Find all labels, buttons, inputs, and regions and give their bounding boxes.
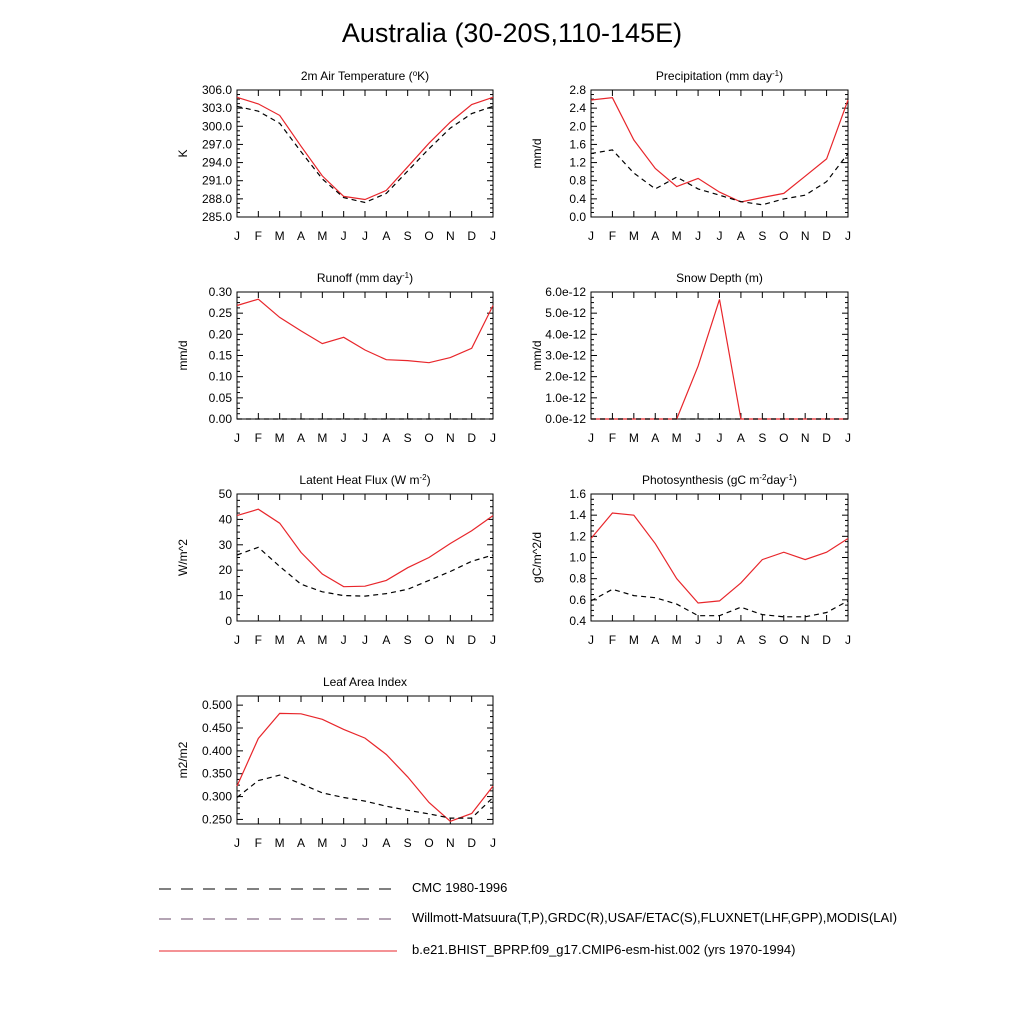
x-tick-label: S xyxy=(758,229,767,243)
y-tick-label: 288.0 xyxy=(201,191,232,206)
x-tick-label: J xyxy=(588,431,594,445)
series-line-model xyxy=(591,513,848,603)
y-tick-label: 0.10 xyxy=(208,369,232,384)
x-tick-label: J xyxy=(234,836,240,850)
y-tick-label: 0.20 xyxy=(208,327,232,342)
y-tick-label: 0.4 xyxy=(569,191,586,206)
x-tick-label: M xyxy=(274,229,285,243)
y-axis-label: W/m^2 xyxy=(176,539,190,576)
y-tick-label: 0.0e-12 xyxy=(545,412,586,426)
panel-title xyxy=(676,271,763,285)
legend-label: CMC 1980-1996 xyxy=(412,880,508,895)
x-tick-label: J xyxy=(234,229,240,243)
x-tick-label: D xyxy=(822,229,831,243)
panel-title xyxy=(642,473,797,487)
x-tick-label: J xyxy=(234,633,240,647)
panel-title xyxy=(656,69,783,83)
y-tick-label: 2.0e-12 xyxy=(545,369,586,384)
legend-line-dashed-multicolor xyxy=(157,908,397,932)
legend-item-model xyxy=(157,940,987,964)
series-line-observed xyxy=(237,547,493,596)
title-text: Latent Heat Flux (W m xyxy=(299,473,420,487)
series-line-model xyxy=(591,98,848,202)
title-text: ) xyxy=(779,69,784,83)
x-tick-label: D xyxy=(822,633,831,647)
x-tick-label: J xyxy=(340,431,347,445)
y-axis-label: mm/d xyxy=(530,138,544,169)
title-text: Leaf Area Index xyxy=(322,675,408,689)
x-tick-label: M xyxy=(274,836,285,850)
y-tick-label: 2.0 xyxy=(569,119,586,134)
y-tick-label: 300.0 xyxy=(201,119,232,134)
y-tick-label: 0 xyxy=(225,614,232,628)
x-tick-label: A xyxy=(296,633,306,647)
x-tick-label: A xyxy=(736,431,745,445)
x-tick-label: M xyxy=(671,633,682,647)
panel-2 xyxy=(530,69,851,243)
legend-item-obs xyxy=(157,908,987,932)
title-superscript: -2 xyxy=(759,473,767,482)
x-tick-label: O xyxy=(424,836,434,850)
title-superscript: o xyxy=(412,69,418,78)
y-axis-label: gC/m^2/d xyxy=(530,532,544,583)
x-tick-label: F xyxy=(254,836,263,850)
series-line-model xyxy=(237,97,493,199)
y-tick-label: 1.2 xyxy=(569,529,586,544)
x-tick-label: A xyxy=(382,431,391,445)
series-line-observed xyxy=(591,150,848,205)
y-tick-label: 0.4 xyxy=(569,614,586,628)
x-tick-label: S xyxy=(758,431,767,445)
x-tick-label: M xyxy=(671,229,682,243)
x-tick-label: J xyxy=(588,633,594,647)
y-tick-label: 30 xyxy=(218,537,232,552)
y-tick-label: 0.00 xyxy=(208,412,232,426)
y-tick-label: 3.0e-12 xyxy=(545,348,586,363)
x-tick-label: J xyxy=(340,229,347,243)
x-tick-label: J xyxy=(362,836,368,850)
series-line-model xyxy=(237,299,493,363)
y-tick-label: 1.0 xyxy=(569,550,586,565)
x-tick-label: M xyxy=(628,633,639,647)
x-tick-label: J xyxy=(490,836,496,850)
panel-title xyxy=(317,271,413,285)
x-tick-label: A xyxy=(382,836,391,850)
series-line-model xyxy=(237,713,493,821)
x-tick-label: M xyxy=(317,431,328,445)
y-tick-label: 0.05 xyxy=(208,390,232,405)
panel-title xyxy=(299,473,430,487)
y-tick-label: 1.6 xyxy=(569,137,586,152)
y-tick-label: 0.0 xyxy=(569,210,586,224)
x-tick-label: F xyxy=(608,431,617,445)
x-tick-label: A xyxy=(382,229,391,243)
title-text: ) xyxy=(409,271,414,285)
x-tick-label: J xyxy=(362,431,368,445)
x-tick-label: A xyxy=(651,633,660,647)
title-text: Runoff (mm day xyxy=(316,271,403,285)
x-tick-label: J xyxy=(695,431,702,445)
page-title: Australia (30-20S,110-145E) xyxy=(341,18,683,48)
x-tick-label: D xyxy=(467,836,477,850)
x-tick-label: M xyxy=(317,633,328,647)
y-axis-label: mm/d xyxy=(176,340,190,371)
y-tick-label: 5.0e-12 xyxy=(545,306,586,321)
x-tick-label: N xyxy=(445,229,455,243)
title-text: ) xyxy=(793,473,797,487)
y-tick-label: 1.2 xyxy=(569,155,586,170)
y-tick-label: 0.400 xyxy=(201,743,232,758)
y-tick-label: 285.0 xyxy=(201,210,232,224)
y-tick-label: 0.25 xyxy=(208,306,232,321)
y-tick-label: 0.350 xyxy=(201,766,232,781)
title-superscript: -1 xyxy=(402,271,410,280)
x-tick-label: S xyxy=(758,633,767,647)
panel-title xyxy=(301,69,429,83)
x-tick-label: F xyxy=(608,229,617,243)
y-tick-label: 1.4 xyxy=(569,508,586,523)
series-line-model xyxy=(591,299,848,419)
x-tick-label: M xyxy=(628,431,639,445)
y-tick-label: 0.300 xyxy=(201,789,232,804)
y-tick-label: 0.8 xyxy=(569,173,586,188)
x-tick-label: M xyxy=(628,229,639,243)
x-tick-label: A xyxy=(296,229,306,243)
x-tick-label: J xyxy=(716,633,723,647)
y-axis-label: mm/d xyxy=(530,340,544,371)
x-tick-label: N xyxy=(800,633,810,647)
y-tick-label: 291.0 xyxy=(201,173,232,188)
x-tick-label: F xyxy=(254,633,263,647)
x-tick-label: A xyxy=(736,633,745,647)
y-tick-label: 4.0e-12 xyxy=(545,327,586,342)
x-tick-label: M xyxy=(317,836,328,850)
x-tick-label: A xyxy=(296,836,306,850)
y-tick-label: 1.0e-12 xyxy=(545,390,586,405)
y-tick-label: 2.8 xyxy=(569,83,586,97)
x-tick-label: J xyxy=(845,431,851,445)
panel-frame xyxy=(591,292,848,419)
x-tick-label: N xyxy=(445,431,455,445)
x-tick-label: S xyxy=(403,431,412,445)
x-tick-label: J xyxy=(362,229,368,243)
y-tick-label: 6.0e-12 xyxy=(545,285,586,299)
x-tick-label: O xyxy=(779,633,789,647)
x-tick-label: O xyxy=(779,229,789,243)
panel-frame xyxy=(237,90,493,217)
y-axis-label: m2/m2 xyxy=(176,741,190,779)
x-tick-label: J xyxy=(716,431,723,445)
y-tick-label: 303.0 xyxy=(201,101,232,116)
x-tick-label: J xyxy=(362,633,368,647)
series-line-model xyxy=(237,509,493,587)
legend-label: b.e21.BHIST_BPRP.f09_g17.CMIP6-esm-hist.002 (yrs 1970-1994) xyxy=(412,942,796,957)
x-tick-label: M xyxy=(317,229,328,243)
x-tick-label: S xyxy=(403,229,412,243)
title-text: Photosynthesis (gC m xyxy=(642,473,760,487)
x-tick-label: M xyxy=(274,431,285,445)
x-tick-label: S xyxy=(403,836,412,850)
series-line-observed xyxy=(591,589,848,617)
panel-5 xyxy=(176,473,496,647)
title-superscript: -1 xyxy=(785,473,793,482)
x-tick-label: D xyxy=(467,431,477,445)
y-tick-label: 297.0 xyxy=(201,137,232,152)
x-tick-label: N xyxy=(800,431,810,445)
x-tick-label: J xyxy=(716,229,723,243)
x-tick-label: A xyxy=(296,431,306,445)
x-tick-label: O xyxy=(779,431,789,445)
x-tick-label: J xyxy=(845,229,851,243)
title-text: 2m Air Temperature ( xyxy=(300,69,413,83)
x-tick-label: J xyxy=(588,229,594,243)
x-tick-label: J xyxy=(695,633,702,647)
x-tick-label: S xyxy=(403,633,412,647)
panel-frame xyxy=(237,494,493,621)
x-tick-label: O xyxy=(424,431,434,445)
x-tick-label: A xyxy=(651,229,660,243)
y-tick-label: 0.450 xyxy=(201,721,232,735)
x-tick-label: N xyxy=(445,633,455,647)
y-tick-label: 50 xyxy=(218,487,232,501)
y-tick-label: 2.4 xyxy=(569,101,586,116)
y-tick-label: 20 xyxy=(218,563,232,578)
x-tick-label: N xyxy=(445,836,455,850)
y-tick-label: 0.15 xyxy=(208,348,232,363)
y-tick-label: 0.250 xyxy=(201,812,232,827)
x-tick-label: J xyxy=(490,431,496,445)
x-tick-label: F xyxy=(608,633,617,647)
title-superscript: -1 xyxy=(771,69,780,78)
panel-6 xyxy=(530,473,851,647)
x-tick-label: M xyxy=(274,633,285,647)
title-text: Precipitation (mm day xyxy=(655,69,772,83)
x-tick-label: F xyxy=(254,229,263,243)
y-tick-label: 10 xyxy=(218,588,232,603)
y-tick-label: 0.500 xyxy=(201,698,232,713)
legend-line-dashed-black xyxy=(157,878,397,902)
x-tick-label: M xyxy=(671,431,682,445)
title-text: day xyxy=(766,473,786,487)
panel-3 xyxy=(176,271,496,445)
x-tick-label: A xyxy=(382,633,391,647)
panel-1 xyxy=(176,69,496,243)
x-tick-label: N xyxy=(800,229,810,243)
x-tick-label: A xyxy=(736,229,745,243)
title-text: K) xyxy=(417,69,430,83)
y-tick-label: 0.6 xyxy=(569,592,586,607)
x-tick-label: J xyxy=(340,836,347,850)
panel-4 xyxy=(530,271,851,445)
panel-frame xyxy=(591,90,848,217)
legend-label: Willmott-Matsuura(T,P),GRDC(R),USAF/ETAC(S),FLUXNET(LHF,GPP),MODIS(LAI) xyxy=(412,910,898,925)
x-tick-label: D xyxy=(822,431,831,445)
y-tick-label: 40 xyxy=(218,512,232,527)
x-tick-label: D xyxy=(467,229,477,243)
y-tick-label: 0.8 xyxy=(569,571,586,586)
x-tick-label: J xyxy=(490,633,496,647)
series-line-observed xyxy=(237,106,493,202)
panel-frame xyxy=(237,696,493,824)
panel-title xyxy=(323,675,407,689)
legend-item-cmc xyxy=(157,878,987,902)
x-tick-label: A xyxy=(651,431,660,445)
x-tick-label: F xyxy=(254,431,263,445)
x-tick-label: D xyxy=(467,633,477,647)
y-tick-label: 1.6 xyxy=(569,487,586,501)
title-text: ) xyxy=(426,473,431,487)
x-tick-label: J xyxy=(695,229,702,243)
title-superscript: -2 xyxy=(419,473,427,482)
panel-7 xyxy=(176,675,496,850)
x-tick-label: O xyxy=(424,633,434,647)
x-tick-label: J xyxy=(340,633,347,647)
title-text: Snow Depth (m) xyxy=(676,271,763,285)
series-line-observed xyxy=(237,775,493,818)
y-axis-label: K xyxy=(176,149,190,158)
x-tick-label: J xyxy=(490,229,496,243)
legend-line-solid-red xyxy=(157,940,397,964)
x-tick-label: O xyxy=(424,229,434,243)
x-tick-label: J xyxy=(234,431,240,445)
y-tick-label: 306.0 xyxy=(201,83,232,97)
y-tick-label: 294.0 xyxy=(201,155,232,170)
y-tick-label: 0.30 xyxy=(208,285,232,299)
x-tick-label: J xyxy=(845,633,851,647)
